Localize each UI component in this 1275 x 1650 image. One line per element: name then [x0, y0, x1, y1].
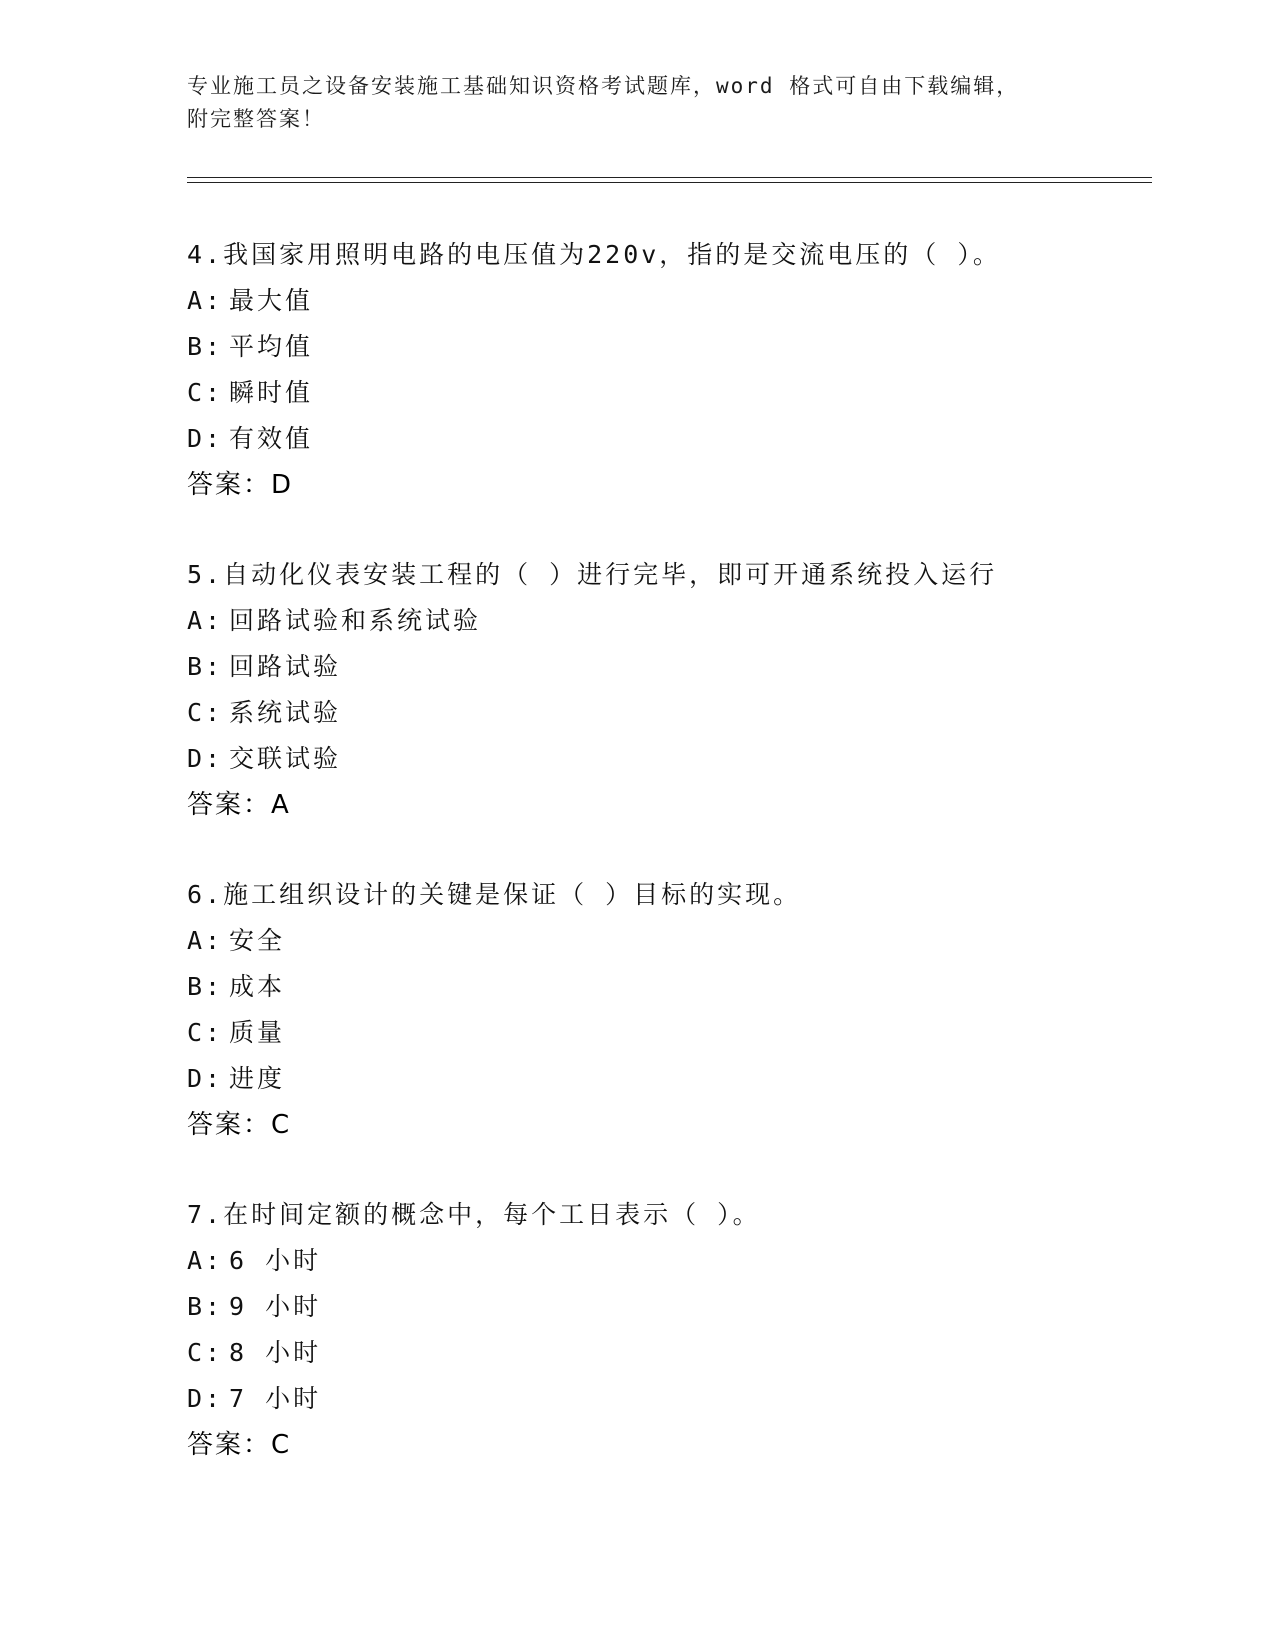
- question-item: [187, 1192, 1147, 1468]
- option-key: D:: [187, 424, 224, 453]
- option-key: D:: [187, 1064, 224, 1093]
- option-b: [187, 644, 1147, 690]
- option-d: [187, 1056, 1147, 1102]
- question-stem: 4.我国家用照明电路的电压值为220v，指的是交流电压的（ ）。: [187, 240, 1001, 269]
- option-b: [187, 324, 1147, 370]
- option-key: B:: [187, 1292, 224, 1321]
- option-key: C:: [187, 378, 224, 407]
- option-key: C:: [187, 1018, 224, 1047]
- option-text: 安全: [229, 926, 286, 955]
- option-key: C:: [187, 698, 224, 727]
- option-text: 质量: [229, 1018, 286, 1047]
- option-c: [187, 370, 1147, 416]
- answer-line: 答案：C: [187, 1430, 292, 1460]
- option-text: 8 小时: [229, 1338, 322, 1367]
- option-a: [187, 278, 1147, 324]
- option-b: [187, 964, 1147, 1010]
- header-title-line-1: 专业施工员之设备安装施工基础知识资格考试题库，word 格式可自由下载编辑，: [187, 74, 1020, 98]
- option-c: [187, 1010, 1147, 1056]
- option-a: [187, 598, 1147, 644]
- option-key: A:: [187, 286, 224, 315]
- option-key: D:: [187, 1384, 224, 1413]
- option-key: D:: [187, 744, 224, 773]
- question-stem: 6.施工组织设计的关键是保证（ ）目标的实现。: [187, 880, 802, 909]
- header-divider-bottom: [187, 182, 1152, 183]
- question-item: [187, 232, 1147, 508]
- option-text: 有效值: [229, 424, 314, 453]
- option-text: 瞬时值: [229, 378, 314, 407]
- question-item: [187, 872, 1147, 1148]
- answer-line: 答案：C: [187, 1110, 292, 1140]
- option-text: 最大值: [229, 286, 314, 315]
- option-key: C:: [187, 1338, 224, 1367]
- option-d: [187, 736, 1147, 782]
- question-list: [187, 232, 1147, 1512]
- option-b: [187, 1284, 1147, 1330]
- option-text: 6 小时: [229, 1246, 322, 1275]
- option-key: B:: [187, 972, 224, 1001]
- answer-line: 答案：D: [187, 470, 294, 500]
- option-text: 交联试验: [229, 744, 342, 773]
- question-stem: 7.在时间定额的概念中，每个工日表示（ ）。: [187, 1200, 761, 1229]
- option-text: 7 小时: [229, 1384, 322, 1413]
- header-divider-top: [187, 177, 1152, 178]
- option-key: A:: [187, 1246, 224, 1275]
- option-d: [187, 416, 1147, 462]
- option-text: 系统试验: [229, 698, 342, 727]
- option-d: [187, 1376, 1147, 1422]
- option-key: A:: [187, 606, 224, 635]
- option-c: [187, 1330, 1147, 1376]
- option-text: 回路试验和系统试验: [229, 606, 482, 635]
- option-text: 进度: [229, 1064, 286, 1093]
- document-header: [187, 70, 1087, 136]
- option-key: B:: [187, 652, 224, 681]
- question-item: [187, 552, 1147, 828]
- option-a: [187, 918, 1147, 964]
- question-stem: 5.自动化仪表安装工程的（ ）进行完毕，即可开通系统投入运行: [187, 560, 998, 589]
- option-text: 成本: [229, 972, 286, 1001]
- option-key: B:: [187, 332, 224, 361]
- option-text: 9 小时: [229, 1292, 322, 1321]
- option-text: 平均值: [229, 332, 314, 361]
- answer-line: 答案：A: [187, 790, 291, 820]
- header-title-line-2: 附完整答案！: [187, 107, 325, 131]
- option-c: [187, 690, 1147, 736]
- option-a: [187, 1238, 1147, 1284]
- option-text: 回路试验: [229, 652, 342, 681]
- option-key: A:: [187, 926, 224, 955]
